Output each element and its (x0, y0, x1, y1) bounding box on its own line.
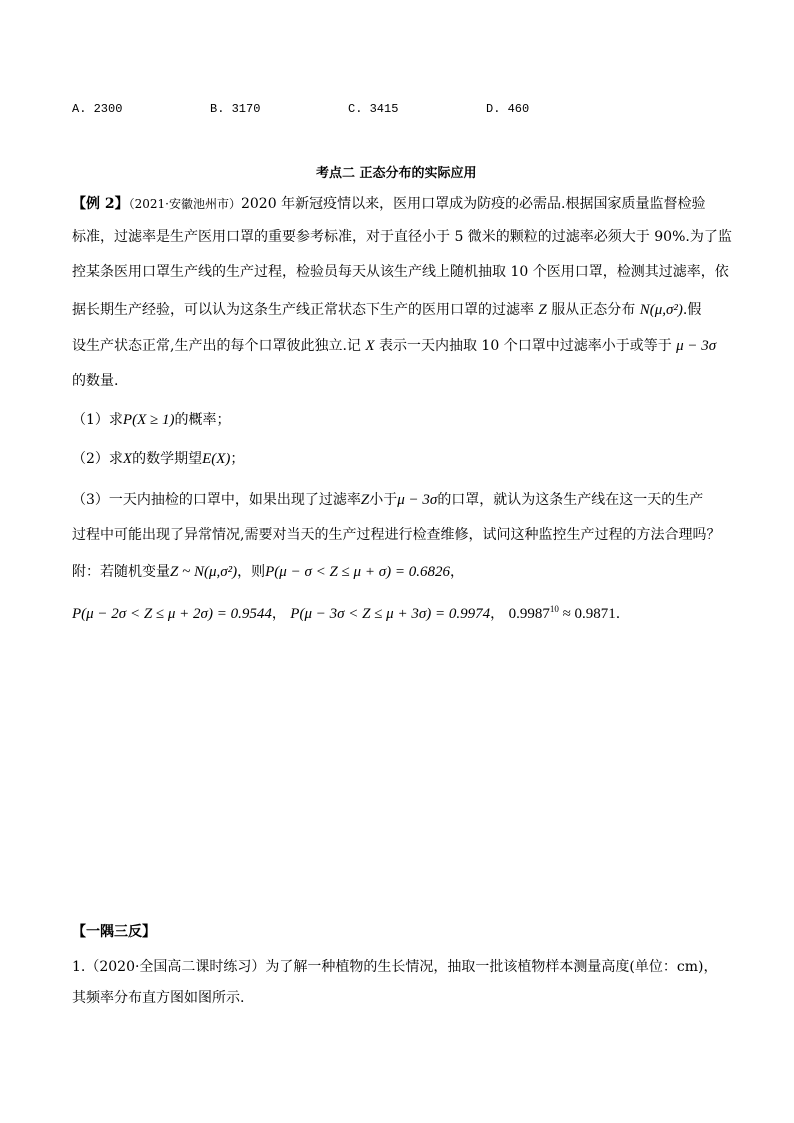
example-text-5a: 设生产状态正常,生产出的每个口罩彼此独立.记 (72, 338, 361, 354)
var-x: X (365, 338, 375, 354)
note-then: ，则 (237, 564, 266, 580)
question-3-prefix: （3）一天内抽检的口罩中，如果出现了过滤率 (72, 492, 361, 508)
example-line-2: 标准，过滤率是生产医用口罩的重要参考标准，对于直径小于 5 微米的颗粒的过滤率必须大于 90%.为了监 (72, 229, 732, 245)
question-2-suffix: ； (230, 451, 245, 467)
example-tag: 【例 2】 (72, 196, 129, 212)
question-3-suffix: 的口罩，就认为这条生产线在这一天的生产 (437, 492, 704, 508)
note-end: . (615, 606, 621, 622)
example-line-4 (72, 300, 701, 320)
question-3-line-2: 过程中可能出现了异常情况,需要对当天的生产过程进行检查维修，试问这种监控生产过程的方法合理吗？ (72, 527, 721, 543)
question-1-suffix: 的概率； (174, 412, 231, 428)
prob-three-sigma: P(μ − 3σ < Z ≤ μ + 3σ) = 0.9974 (290, 606, 491, 622)
practice-title: 【一隅三反】 (72, 924, 156, 940)
example-text-4a: 据长期生产经验，可以认为这条生产线正常状态下生产的医用口罩的过滤率 (72, 302, 534, 318)
example-source: （2021·安徽池州市） (128, 197, 241, 211)
var-z: Z (538, 302, 547, 318)
option-c: C. 3415 (348, 102, 399, 116)
power-exponent: 10 (549, 604, 559, 614)
note-line-2 (72, 604, 620, 624)
question-2 (72, 449, 244, 469)
normal-dist-formula: N(μ,σ²) (639, 302, 683, 318)
z-distribution: Z ~ N(μ,σ²) (170, 564, 238, 580)
question-1-prefix: （1）求 (72, 412, 123, 428)
example-line-3: 控某条医用口罩生产线的生产过程，检验员每天从该生产线上随机抽取 10 个医用口罩，检测其过滤率，依 (72, 264, 729, 280)
example-line-5 (72, 336, 716, 356)
note-line-1 (72, 562, 464, 582)
mu-minus-3sigma: μ − 3σ (676, 338, 717, 354)
option-a: A. 2300 (72, 102, 123, 116)
prob-one-sigma: P(μ − σ < Z ≤ μ + σ) = 0.6826 (265, 564, 450, 580)
mu-minus-3sigma-q3: μ − 3σ (397, 492, 438, 508)
section-title: 考点二 正态分布的实际应用 (316, 166, 477, 181)
question-2-mid: 的数学期望 (132, 451, 203, 467)
example-text-4b: 服从正态分布 (551, 302, 636, 318)
example-text-4c: .假 (682, 302, 702, 318)
question-2-prefix: （2）求 (72, 451, 123, 467)
note-sep-2: ， (271, 606, 286, 622)
var-z-q3: Z (360, 492, 370, 508)
example-text-5b: 表示一天内抽取 10 个口罩中过滤率小于或等于 (378, 338, 672, 354)
question-3-line-1 (72, 490, 703, 510)
example-line-1 (72, 194, 706, 214)
note-sep-1: ， (449, 564, 464, 580)
power-formula (509, 606, 616, 622)
example-line-6: 的数量. (72, 373, 119, 389)
practice-line-1: 1.（2020·全国高二课时练习）为了解一种植物的生长情况，抽取一批该植物样本测量高度(单位：cm)， (72, 959, 718, 975)
note-sep-3: ， (490, 606, 505, 622)
power-base: 0.9987 (508, 606, 550, 622)
prob-x-ge-1: P(X ≥ 1) (122, 412, 175, 428)
note-prefix: 附：若随机变量 (72, 564, 170, 580)
option-b: B. 3170 (210, 102, 261, 116)
practice-line-2: 其频率分布直方图如图所示. (72, 990, 245, 1006)
option-d: D. 460 (486, 102, 530, 116)
expectation-e-x: E(X) (202, 451, 231, 467)
question-1 (72, 410, 230, 430)
power-result: ≈ 0.9871 (562, 606, 616, 622)
var-x-q2: X (122, 451, 133, 467)
question-3-mid: 小于 (369, 492, 398, 508)
prob-two-sigma: P(μ − 2σ < Z ≤ μ + 2σ) = 0.9544 (72, 606, 272, 622)
example-text-1: 2020 年新冠疫情以来，医用口罩成为防疫的必需品.根据国家质量监督检验 (240, 196, 706, 212)
